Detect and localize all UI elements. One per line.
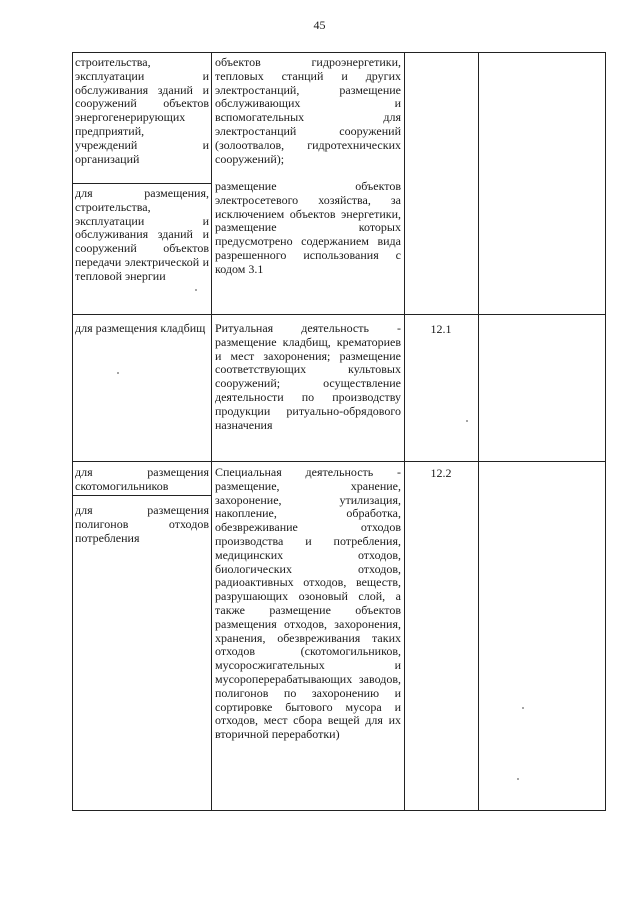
page-number: 45 (313, 18, 326, 32)
table-cell-purpose: для размещения, строительства, эксплуатации и обслуживания зданий и сооружений объектов передачи электрической и тепловой энергии (75, 187, 209, 283)
table-cell-purpose: для размещения скотомогильников (75, 466, 209, 493)
land-use-table (72, 52, 606, 811)
row-divider (72, 314, 606, 315)
row-divider (72, 461, 606, 462)
table-cell-description: размещение объектов электросетевого хозяйства, за исключением объектов энергетики, размещение которых предусмотрено содержанием вида разрешенного использования с кодом 3.1 (215, 180, 401, 276)
row-divider (72, 495, 212, 496)
column-divider (404, 52, 405, 811)
table-cell-description: Специальная деятельность - размещение, хранение, захоронение, утилизация, накопление, обработка, обезвреживание отходов производства и потребления, медицинских отходов, биологических отходов, радиоактивных отходов, веществ, разрушающих озоновый слой, а также размещение объектов размещения отходов, захоронения, хранения, обезвреживания таких отходов (скотомогильников, мусоросжигательных и мусороперерабатывающих заводов, полигонов по захоронению и сортировке бытового мусора и отходов, мест сбора вещей для их вторичной переработки) (215, 466, 401, 742)
table-cell-code: 12.1 (430, 322, 452, 336)
table-border-right (605, 52, 606, 811)
table-cell-description: Ритуальная деятельность - размещение кладбищ, крематориев и мест захоронения; размещение соответствующих культовых сооружений; осуществление деятельности по производству продукции ритуально-обрядового назначения (215, 322, 401, 432)
table-border-bottom (72, 810, 606, 811)
table-cell-purpose: для размещения полигонов отходов потребления (75, 504, 209, 545)
scan-speck (466, 420, 468, 422)
table-cell-code: 12.2 (430, 466, 452, 480)
table-border-top (72, 52, 606, 53)
scan-speck (517, 778, 519, 780)
row-divider (72, 183, 212, 184)
table-cell-purpose: строительства, эксплуатации и обслуживания зданий и сооружений объектов энергогенерирующих предприятий, учреждений и организаций (75, 56, 209, 166)
column-divider (211, 52, 212, 811)
table-cell-purpose: для размещения кладбищ (75, 322, 206, 335)
table-cell-description: объектов гидроэнергетики, тепловых станций и других электростанций, размещение обслуживающих и вспомогательных для электростанций сооружений (золоотвалов, гидротехнических сооружений); (215, 56, 401, 166)
scan-speck (117, 372, 119, 374)
table-border-left (72, 52, 73, 811)
scan-speck (195, 289, 197, 291)
column-divider (478, 52, 479, 811)
scan-speck (522, 707, 524, 709)
